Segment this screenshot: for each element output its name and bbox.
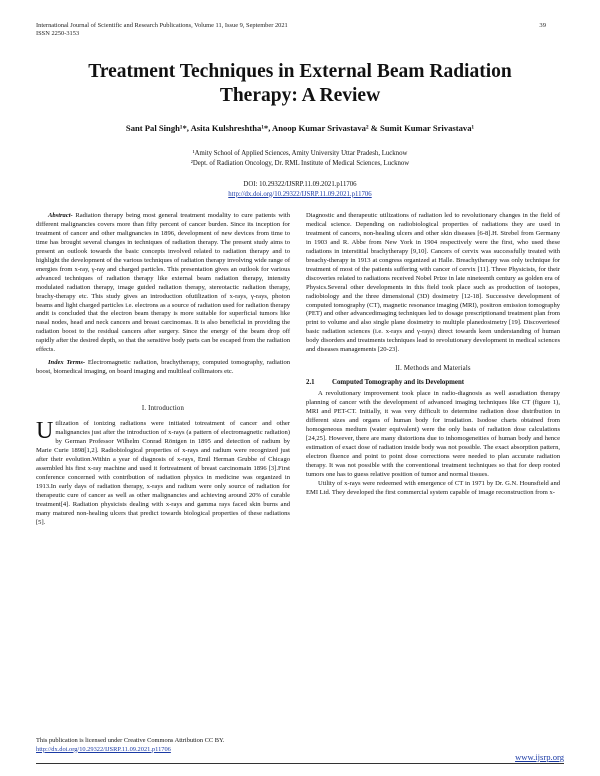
page-number: 39 xyxy=(539,22,546,29)
paper-title xyxy=(40,60,560,108)
doi-link[interactable]: http://dx.doi.org/10.29322/IJSRP.11.09.2021.p11706 xyxy=(228,190,372,198)
affiliation-2: ²Dept. of Radiation Oncology, Dr. RML Institute of Medical Sciences, Lucknow xyxy=(190,159,410,167)
title-line-2: Therapy: A Review xyxy=(219,85,381,106)
ct-paragraph-1: A revolutionary improvement took place in radio-diagnosis as well asradiation therapy planning of cancer with the development of advanced imaging techniques like CT (figure 1), MRI and PET-CT. Initially, it was very difficult to determine radiation dose distribution in different sizes and organs of human body for irradiation. Isodose charts obtained from homogeneous medium (water equivalent) were the only basis of radiation dose calculations [24,25]. However, there are many distortions due to inhomogeneities of human body and hence estimation of exact dose of radiation inside body was not possible. The exact absorption pattern, electron fluence and point to point dose corrections were needed to plan accurate radiation therapy. It was not possible with the conventional treatment techniques so that for deep rooted tumors one has to guess relative position of tumor and normal tissues. xyxy=(306,390,560,478)
history-paragraph: Diagnostic and therapeutic utilizations of radiation led to revolutionary changes in the field of medical science. Depending on radiobiological properties of radiations they are used in treatment of cancers, non-healing ulcers and other skin diseases [6-8].H. Strebel from Germany in 1903 and R. Abbe from New York in 1904 respectively were the first, who used these radiations in interstitial brachytherapy [9,10]. Cancers of cervix was successfully treated with breachy-therapy in 1913 at congress organized at Halle. Breachytherapy was only technique for treatment of most of the patients suffering with cancer of cervix [11]. Three Physicists, for their discoveries related to radiations received Nobel Prize in late nineteenth century as golden era of Physics.Several other developments in this field took place such as production of isotopes, radiobiology and the three dimensional (3D) dosimetry [12-18]. Successive development of computed tomography (CT), magnetic resonance imaging (MRI), positron emission tomography (PET) and other advancedimaging techniques led to dosage prescriptionand treatment plan from print to volume and also single plane dosimetry to multiple planedosimetry [19]. Discoveriesof basic radiation sciences (i.e. x-rays and γ-rays) direct towards keen understanding of human body disorders and treatments techniques lead to revolutionary development in medical sciences and diseases managements [20-23]. xyxy=(306,212,560,354)
journal-header xyxy=(36,22,288,39)
section-heading-introduction: I. Introduction xyxy=(141,405,185,413)
ct-paragraph-2: Utility of x-rays were redeemed with emergence of CT in 1971 by Dr. G.N. Hounsfield and EMI Ltd. They developed the first commercial system capable of image reconstruction from x- xyxy=(306,479,560,496)
introduction-paragraph xyxy=(36,420,290,527)
journal-website xyxy=(515,752,564,762)
subsection-heading xyxy=(306,379,560,388)
license-text: This publication is licensed under Creative Commons Attribution CC BY. xyxy=(36,737,225,744)
index-terms-label: Index Terms- xyxy=(48,359,86,367)
right-column xyxy=(306,212,560,498)
subsection-title: Computed Tomography and its Development xyxy=(332,379,465,387)
journal-name: International Journal of Scientific and Research Publications, Volume 11, Issue 9, September 2021 xyxy=(36,22,288,29)
abstract-text: Radiation therapy being most general treatment modality to cure patients with different malignancies covers more than fifty percent of cancer burden. Since its inception for treatment of cancer and other malignancies in 1896, development of new devices from time to time has brought several changes in techniques of radiation therapy. The present study aims to present an outlook towards the basic concepts involved related to radiation therapy and to highlight the development of the various techniques of radiation therapy involving wide range of energies from x-ray, γ-ray and charged particles. This presentation gives an outlook for various advanced techniques of radiation therapy like external beam radiation therapy, intensity modulated radiation therapy, image guided radiation therapy, stereotactic radiation therapy, brachy-therapy etc. This study gives an introduction ofutilization of x-rays, γ-rays, photon beams and light charged particles i.e. electrons as a source of radiation used for radiation therapy andit is concluded that the electron beam therapy is more suitable for superficial tumors like nasal nodes, head and neck cancers and breast carcinomas. It is also beneficial in providing the radiation boost to the residual cancers after surgery. Since the energy of the beam drop off rapidly after the desired depth, so that the sensitive body parts can be escaped from the radiation effects. xyxy=(36,212,290,354)
doi-block xyxy=(40,180,560,199)
journal-website-link[interactable]: www.ijsrp.org xyxy=(515,752,564,762)
subsection-number: 2.1 xyxy=(306,379,315,387)
issn: ISSN 2250-3153 xyxy=(36,30,80,38)
section-heading-methods: II. Methods and Materials xyxy=(395,365,471,373)
affiliation-1: ¹Amity School of Applied Sciences, Amity University Uttar Pradesh, Lucknow xyxy=(192,150,408,157)
index-terms-text: Electromagnetic radiation, brachytherapy, computed tomography, radiation boost, biomedical imaging, on board imaging and multileaf collimators etc. xyxy=(36,359,291,376)
license-note xyxy=(36,737,224,754)
abstract xyxy=(36,212,290,355)
license-doi-link[interactable]: http://dx.doi.org/10.29322/IJSRP.11.09.2021.p11706 xyxy=(36,745,171,753)
title-line-1: Treatment Techniques in External Beam Radiation xyxy=(88,61,512,82)
left-column xyxy=(36,212,290,528)
footer-divider xyxy=(36,763,564,764)
abstract-label: Abstract- xyxy=(48,212,73,219)
affiliations xyxy=(40,149,560,168)
author-list: Sant Pal Singh¹*, Asita Kulshreshtha¹*, Anoop Kumar Srivastava² & Sumit Kumar Srivastava¹ xyxy=(125,123,475,133)
drop-cap: U xyxy=(36,418,54,445)
introduction-text: tilization of ionizing radiations were initiated totreatment of cancer and other malignancies just after the introduction of x-rays (a pattern of electromagnetic radiation) by German Professor Wilhelm Conrad Röntgen in 1895 and detection of radium by Marie Curie 1898[1,2]. Radiobiological properties of x-rays and radium were recognized just after their evolution.Within a year of diagnosis of x-rays, Emil Herman Grubbe of Chicago assembled his first x-ray machine and used it fortreatment of breast carcinomain 1896 [3].First conference concerned with contribution of radiation physics in medicine was organized in 1913.In early days of radiation therapy, x-rays and radium were only source of radiation for therapeutic cure of cancer as well as other malignancies and achieving around 20% of curable treatment[4]. Radiation physicists dealing with x-rays and gamma rays faced skin burns and many matured non-healing ulcers that predict towards biological properties of these radiations [5]. xyxy=(36,420,290,526)
index-terms xyxy=(36,359,290,377)
doi-text: DOI: 10.29322/IJSRP.11.09.2021.p11706 xyxy=(243,181,357,188)
